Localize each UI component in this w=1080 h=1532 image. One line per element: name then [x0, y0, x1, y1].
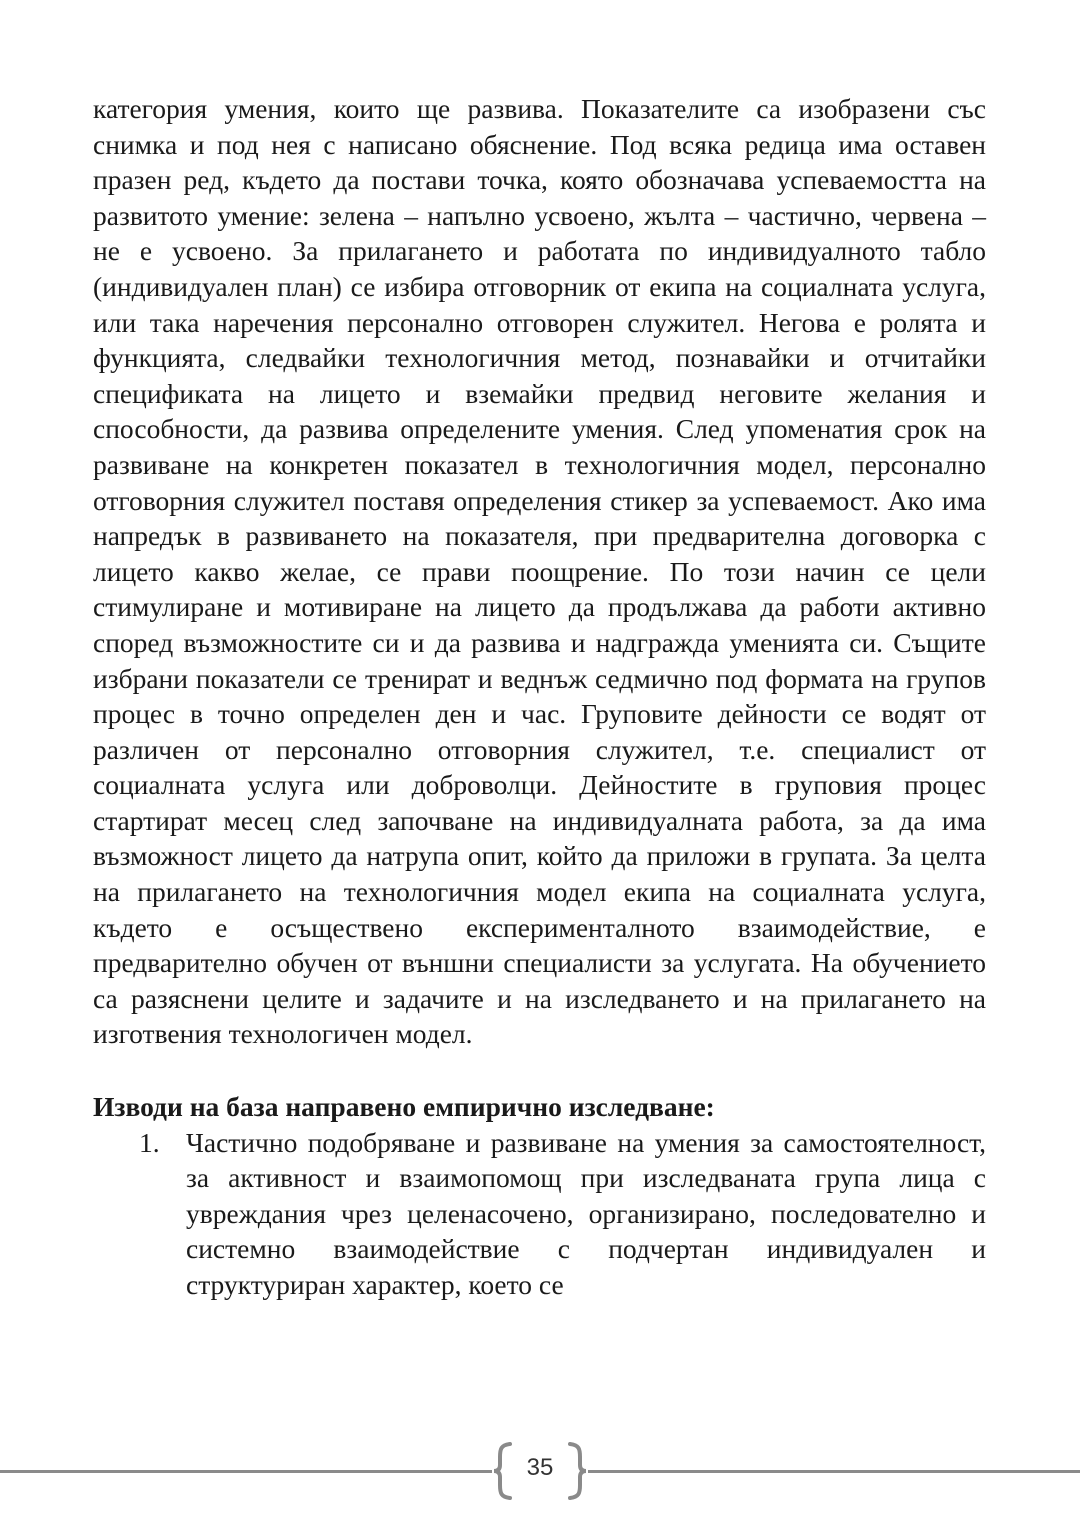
section-heading: Изводи на база направено емпирично изследване:: [93, 1091, 715, 1123]
body-paragraph: категория умения, които ще развива. Показателите са изобразени със снимка и под нея с написано обяснение. Под всяка редица има оставен празен ред, където да постави точка, която обозначава успеваемостта на развитото умение: зелена – напълно усвоено, жълта – частично, червена – не е усвоено. За прилагането и работата по индивидуалното табло (индивидуален план) се избира отговорник от екипа на социалната услуга, или така наречения персонално отговорен служител. Негова е ролята и функцията, следвайки технологичния метод, познавайки и отчитайки спецификата на лицето и вземайки предвид неговите желания и способности, да развива определените умения. След упоменатия срок на развиване на конкретен показател в технологичния модел, персонално отговорния служител поставя определения стикер за успеваемост. Ако има напредък в развиването на показателя, при предварителна договорка с лицето какво желае, се прави поощрение. По този начин се цели стимулиране и мотивиране на лицето да продължава да работи активно според възможностите си и да развива и надгражда уменията си. Същите избрани показатели се тренират и веднъж седмично под формата на групов процес в точно определен ден и час. Груповите дейности се водят от различен от персонално отговорния служител, т.е. специалист от социалната услуга или доброволци. Дейностите в груповия процес стартират месец след започване на индивидуалната работа, за да има възможност лицето да натрупа опит, който да приложи в групата. За целта на прилагането на технологичния модел екипа на социалната услуга, където е осъществено експерименталното взаимодействие, е предварително обучен от външни специалисти за услугата. На обучението са разяснени целите и задачите и на изследването и на прилагането на изготвения технологичен модел.: [93, 93, 986, 1050]
footer-rule-left: [0, 1470, 492, 1473]
right-brace-icon: [566, 1441, 588, 1501]
page-number: 35: [526, 1454, 554, 1481]
list-item: [93, 1125, 986, 1303]
list-item-number: 1.: [139, 1126, 160, 1158]
page-body: [93, 91, 986, 1303]
page-footer: [0, 1441, 1080, 1501]
list-item-text: Частично подобряване и развиване на умения за самостоятелност, за активност и взаимопомощ при изследваната група лица с увреждания чрез целенасочено, организирано, последователно и системно взаимодействие с подчертан индивидуален и структуриран характер, което се: [186, 1126, 986, 1300]
footer-rule-right: [588, 1470, 1080, 1473]
findings-list: [93, 1125, 986, 1303]
